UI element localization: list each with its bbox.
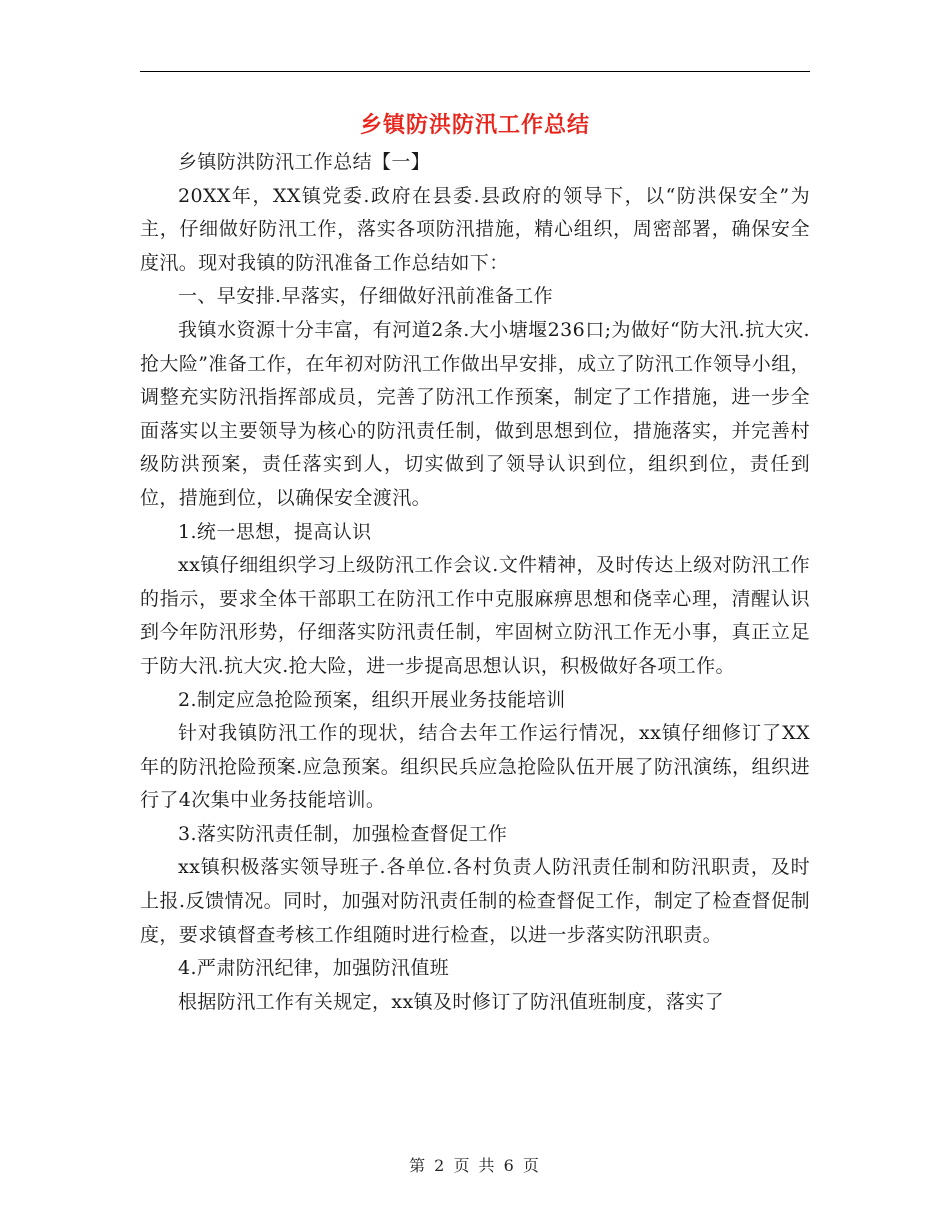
subsection-heading: 4.严肃防汛纪律，加强防汛值班 bbox=[178, 957, 450, 980]
body-paragraph: 根据防汛工作有关规定，xx镇及时修订了防汛值班制度，落实了 bbox=[178, 990, 725, 1013]
body-paragraph: xx镇仔细组织学习上级防汛工作会议.文件精神，及时传达上级对防汛工作的指示，要求全体干部职工在防汛工作中克服麻痹思想和侥幸心理，清醒认识到今年防汛形势，仔细落实防汛责任制，牢固树立防汛工作无小事，真正立足于防大汛.抗大灾.抢大险，进一步提高思想认识，积极做好各项工作。 bbox=[140, 554, 810, 677]
subsection-heading: 3.落实防汛责任制，加强检查督促工作 bbox=[178, 822, 508, 845]
document-body bbox=[140, 146, 810, 1019]
body-paragraph: 20XX年，XX镇党委.政府在县委.县政府的领导下，以“防洪保安全”为主，仔细做好防汛工作，落实各项防汛措施，精心组织，周密部署，确保安全度汛。现对我镇的防汛准备工作总结如下： bbox=[140, 184, 810, 274]
body-paragraph: 我镇水资源十分丰富，有河道2条.大小塘堰236口;为做好“防大汛.抗大灾.抢大险”准备工作，在年初对防汛工作做出早安排，成立了防汛工作领导小组，调整充实防汛指挥部成员，完善了防汛工作预案，制定了工作措施，进一步全面落实以主要领导为核心的防汛责任制，做到思想到位，措施落实，并完善村级防洪预案，责任落实到人，切实做到了领导认识到位，组织到位，责任到位，措施到位，以确保安全渡汛。 bbox=[140, 318, 810, 509]
section-heading: 乡镇防洪防汛工作总结【一】 bbox=[178, 151, 431, 173]
page-indicator: 第 2 页 共 6 页 bbox=[409, 1156, 541, 1175]
body-paragraph: 针对我镇防汛工作的现状，结合去年工作运行情况，xx镇仔细修订了XX年的防汛抢险预案.应急预案。组织民兵应急抢险队伍开展了防汛演练，组织进行了4次集中业务技能培训。 bbox=[140, 722, 810, 812]
subsection-heading: 2.制定应急抢险预案，组织开展业务技能培训 bbox=[178, 688, 566, 711]
body-paragraph: xx镇积极落实领导班子.各单位.各村负责人防汛责任制和防汛职责，及时上报.反馈情况。同时，加强对防汛责任制的检查督促工作，制定了检查督促制度，要求镇督查考核工作组随时进行检查，以进一步落实防汛职责。 bbox=[140, 856, 810, 946]
document-title: 乡镇防洪防汛工作总结 bbox=[359, 112, 590, 138]
header-rule bbox=[140, 71, 810, 72]
subsection-heading: 1.统一思想，提高认识 bbox=[178, 520, 372, 543]
section-heading: 一、早安排.早落实，仔细做好汛前准备工作 bbox=[178, 285, 554, 308]
